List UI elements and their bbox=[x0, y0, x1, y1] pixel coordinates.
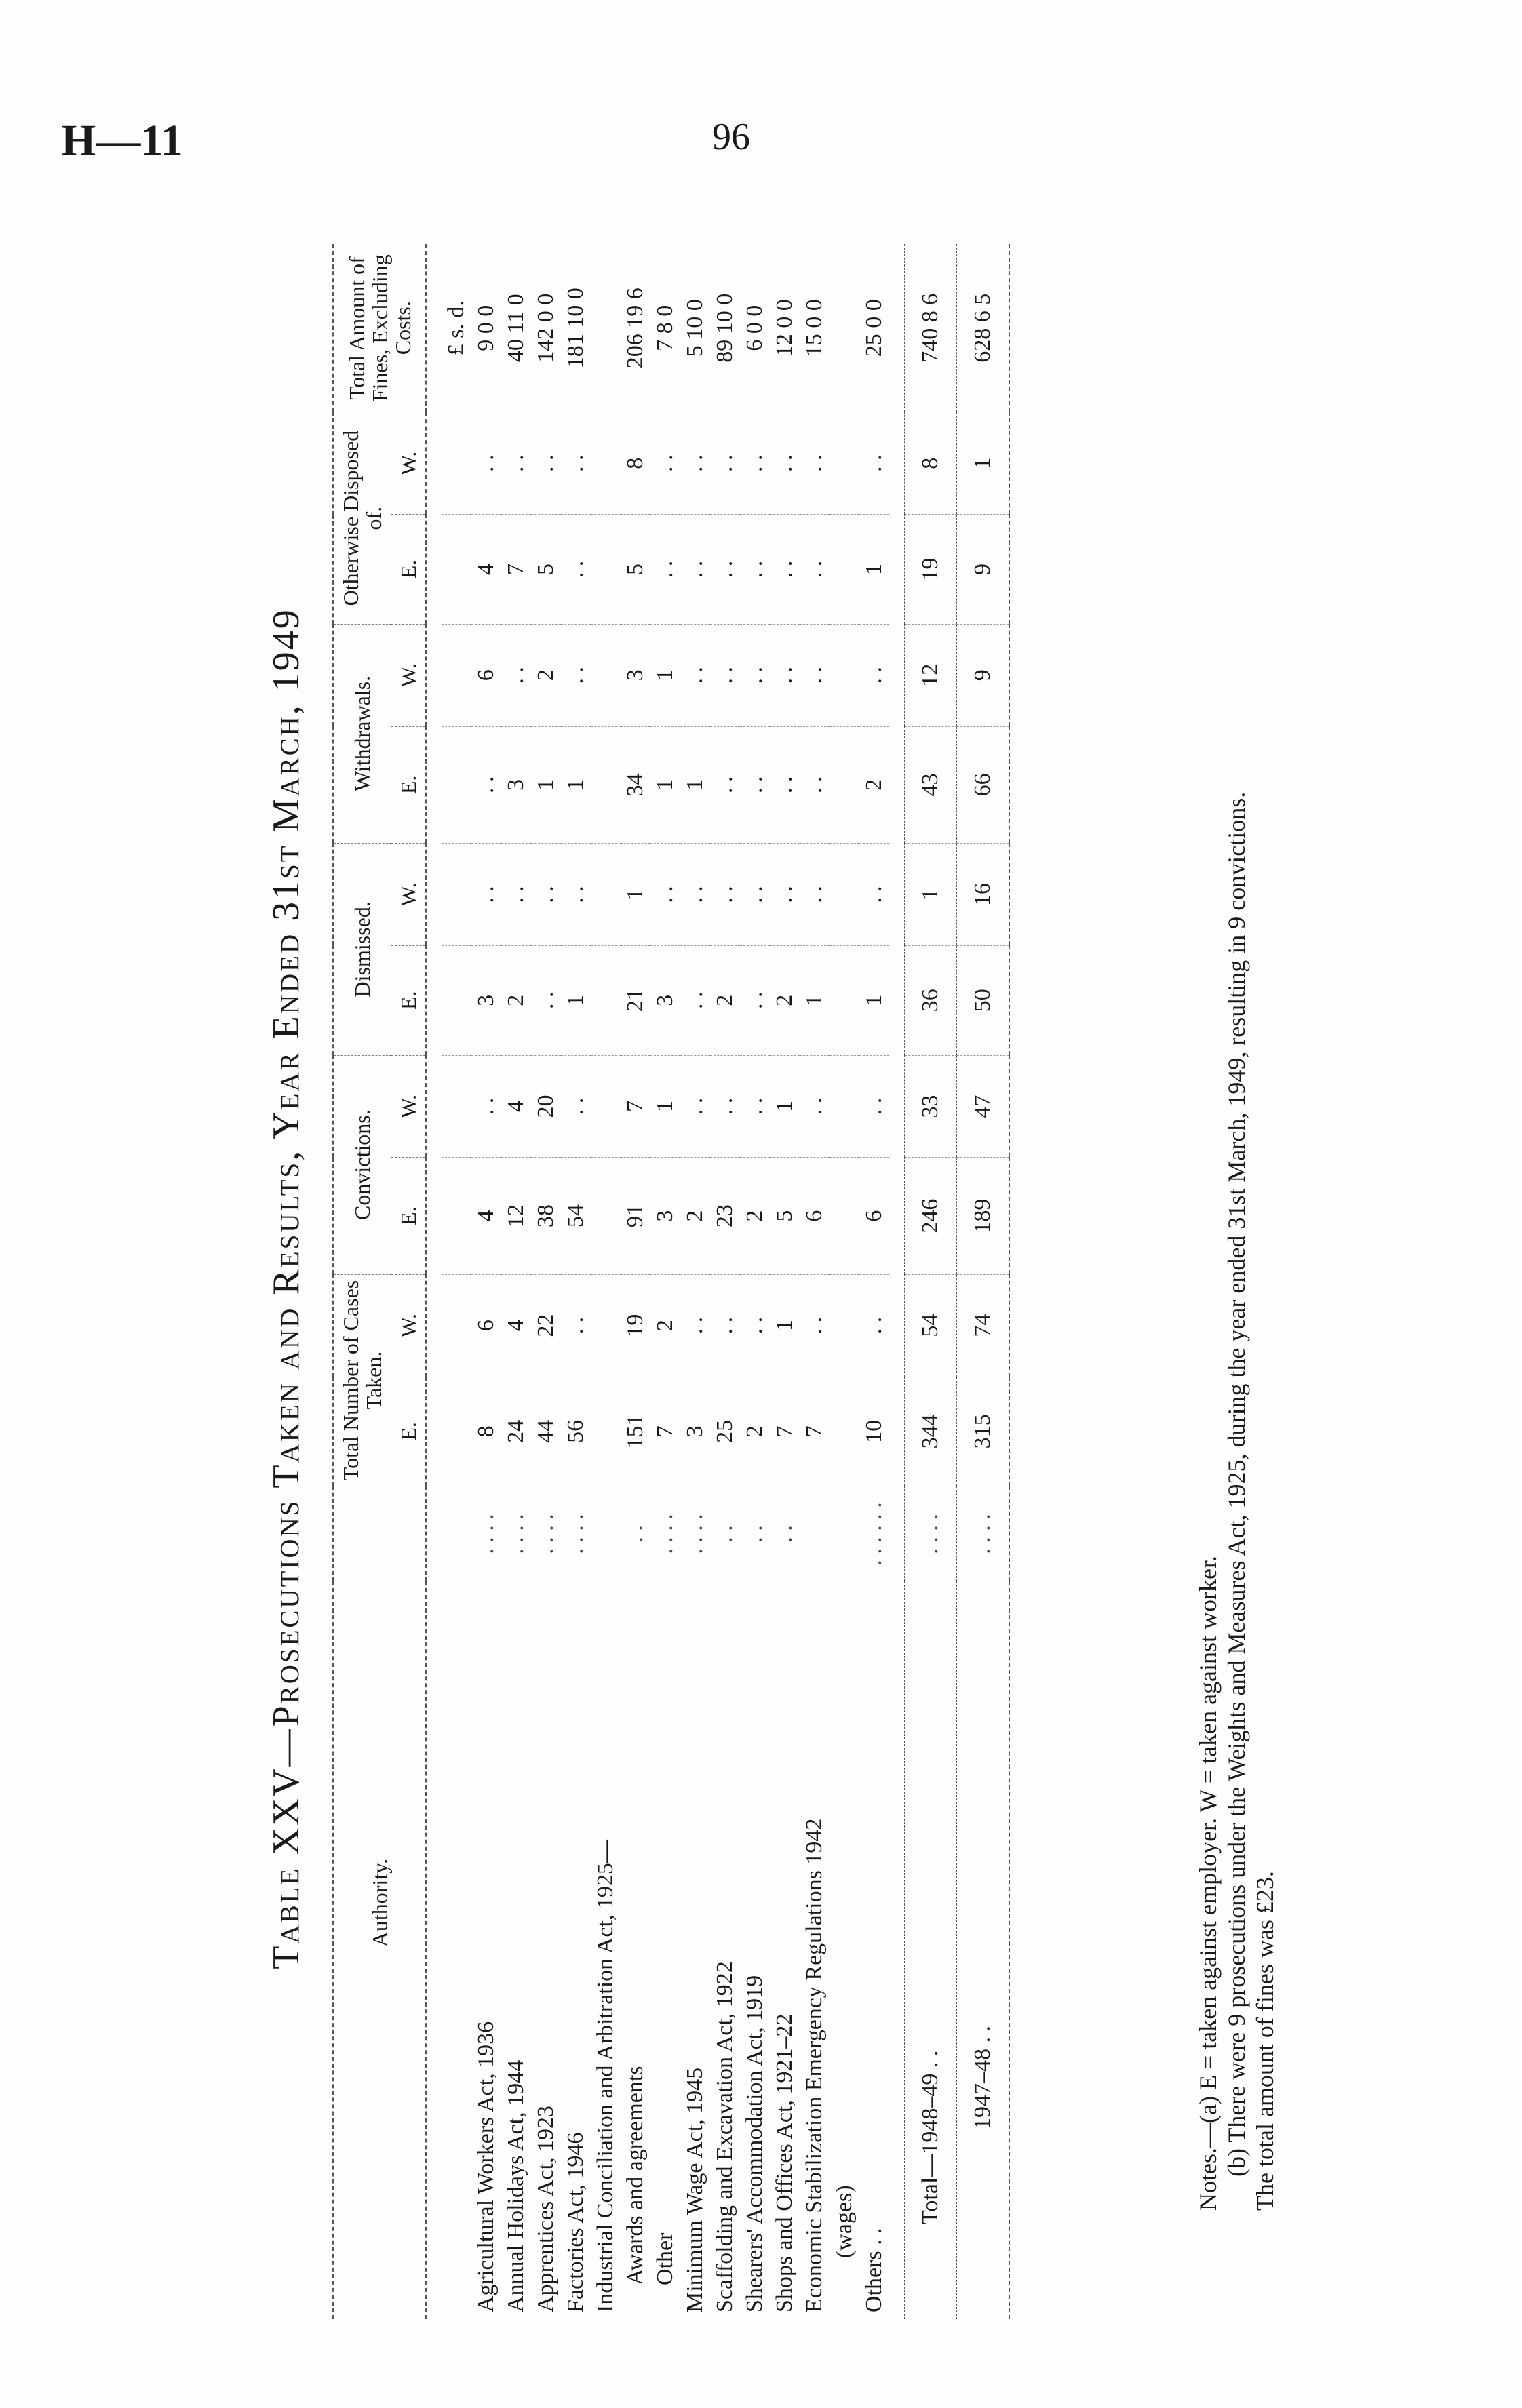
leader-dots: . . . . bbox=[652, 1514, 678, 1554]
count-cell: 21 bbox=[621, 945, 650, 1055]
count-cell: 2 bbox=[740, 1377, 770, 1486]
count-cell: . . bbox=[859, 1055, 889, 1158]
count-cell: 24 bbox=[501, 1377, 531, 1486]
leader-dots: . . . . bbox=[473, 1514, 499, 1554]
count-cell: 25 bbox=[710, 1377, 740, 1486]
count-cell: 1 bbox=[800, 945, 830, 1055]
count-cell: . . bbox=[561, 412, 591, 515]
count-cell: 2 bbox=[680, 1158, 710, 1274]
count-cell bbox=[830, 1055, 859, 1158]
header-w: W. bbox=[391, 624, 427, 726]
count-cell: . . bbox=[680, 1055, 710, 1158]
count-cell: 1 bbox=[680, 726, 710, 843]
count-cell: . . bbox=[680, 624, 710, 726]
count-cell: . . bbox=[800, 624, 830, 726]
count-cell: . . bbox=[531, 844, 561, 946]
table-row bbox=[531, 244, 561, 2319]
table-row bbox=[859, 244, 889, 2319]
count-cell bbox=[591, 945, 621, 1055]
fines-cell: 206 19 6 bbox=[621, 244, 650, 412]
header-convictions: Convictions. bbox=[333, 1055, 391, 1274]
table-row bbox=[621, 244, 650, 2319]
leader-dots: . . . . bbox=[957, 1486, 1010, 1581]
leader-dots: . . . . . . bbox=[861, 1502, 886, 1566]
fines-cell: 25 0 0 bbox=[859, 244, 889, 412]
count-cell: 91 bbox=[621, 1158, 650, 1274]
count-cell: 1 bbox=[561, 945, 591, 1055]
count-cell: . . bbox=[859, 844, 889, 946]
count-cell bbox=[830, 1377, 859, 1486]
authority-label: (wages) bbox=[832, 2185, 857, 2258]
note-b: (b) There were 9 prosecutions under the Weights and Measures Act, 1925, during the year ended 31st March, 1949, resulting in 9 convictions. bbox=[1223, 791, 1250, 2177]
count-cell: . . bbox=[710, 515, 740, 625]
count-cell: 56 bbox=[561, 1377, 591, 1486]
header-authority: Authority. bbox=[333, 1486, 426, 2319]
count-cell: 2 bbox=[710, 945, 740, 1055]
count-cell: . . bbox=[471, 844, 501, 946]
authority-label: Factories Act, 1946 bbox=[563, 2132, 588, 2312]
count-cell: 54 bbox=[561, 1158, 591, 1274]
table-row bbox=[710, 244, 740, 2319]
count-cell bbox=[591, 1055, 621, 1158]
count-cell: . . bbox=[471, 412, 501, 515]
count-cell: 2 bbox=[501, 945, 531, 1055]
fines-cell: 181 10 0 bbox=[561, 244, 591, 412]
table-row bbox=[561, 244, 591, 2319]
note-a: Notes.—(a) E = taken against employer. W = taken against worker. bbox=[1194, 1555, 1222, 2211]
count-cell: 315 bbox=[957, 1377, 1010, 1486]
count-cell: . . bbox=[561, 624, 591, 726]
count-cell: 2 bbox=[531, 624, 561, 726]
authority-label: Others . . bbox=[861, 2228, 886, 2312]
count-cell: 2 bbox=[859, 726, 889, 843]
count-cell bbox=[591, 1158, 621, 1274]
count-cell: 3 bbox=[621, 624, 650, 726]
count-cell: . . bbox=[859, 412, 889, 515]
count-cell: 344 bbox=[905, 1377, 957, 1486]
count-cell: . . bbox=[770, 412, 800, 515]
header-withdrawals: Withdrawals. bbox=[333, 624, 391, 843]
count-cell: 1 bbox=[859, 945, 889, 1055]
count-cell: 66 bbox=[957, 726, 1010, 843]
authority-label: Agricultural Workers Act, 1936 bbox=[473, 2021, 499, 2312]
count-cell: 5 bbox=[531, 515, 561, 625]
leader-dots: . . bbox=[623, 1525, 648, 1543]
authority-label: Annual Holidays Act, 1944 bbox=[503, 2059, 528, 2312]
count-cell: 6 bbox=[471, 1274, 501, 1377]
count-cell: . . bbox=[770, 844, 800, 946]
units-row bbox=[442, 244, 471, 2319]
count-cell: 16 bbox=[957, 844, 1010, 946]
authority-label: Shearers' Accommodation Act, 1919 bbox=[742, 1975, 767, 2312]
table-row bbox=[591, 244, 621, 2319]
count-cell: 7 bbox=[501, 515, 531, 625]
count-cell: . . bbox=[710, 624, 740, 726]
table-row bbox=[501, 244, 531, 2319]
header-e: E. bbox=[391, 515, 427, 625]
table-title: Table XXV—Prosecutions Taken and Results, Year Ended 31st March, 1949 bbox=[265, 608, 307, 1969]
header-otherwise: Otherwise Disposed of. bbox=[333, 412, 391, 624]
count-cell: 20 bbox=[531, 1055, 561, 1158]
table-row bbox=[905, 244, 957, 2319]
count-cell: 43 bbox=[905, 726, 957, 843]
count-cell: . . bbox=[501, 844, 531, 946]
header-dismissed: Dismissed. bbox=[333, 844, 391, 1055]
count-cell: 7 bbox=[650, 1377, 680, 1486]
header-w: W. bbox=[391, 844, 427, 946]
table-row bbox=[680, 244, 710, 2319]
count-cell: 151 bbox=[621, 1377, 650, 1486]
header-w: W. bbox=[391, 1055, 427, 1158]
count-cell: 2 bbox=[650, 1274, 680, 1377]
authority-label: Shops and Offices Act, 1921–22 bbox=[772, 2013, 797, 2312]
fines-cell bbox=[591, 244, 621, 412]
count-cell: 6 bbox=[859, 1158, 889, 1274]
count-cell bbox=[591, 1274, 621, 1377]
count-cell: . . bbox=[740, 1055, 770, 1158]
count-cell: 19 bbox=[621, 1274, 650, 1377]
prosecutions-table bbox=[332, 244, 1010, 2319]
count-cell: 2 bbox=[740, 1158, 770, 1274]
fines-cell: 12 0 0 bbox=[770, 244, 800, 412]
leader-dots: . . . . bbox=[533, 1514, 558, 1554]
count-cell: 246 bbox=[905, 1158, 957, 1274]
count-cell: 1 bbox=[531, 726, 561, 843]
fines-cell: 142 0 0 bbox=[531, 244, 561, 412]
count-cell: 34 bbox=[621, 726, 650, 843]
table-row bbox=[830, 244, 859, 2319]
count-cell: 8 bbox=[905, 412, 957, 515]
fines-cell: 15 0 0 bbox=[800, 244, 830, 412]
count-cell bbox=[591, 624, 621, 726]
leader-dots: . . bbox=[712, 1525, 737, 1543]
count-cell: 4 bbox=[501, 1274, 531, 1377]
authority-label: Industrial Conciliation and Arbitration Act, 1925— bbox=[593, 1840, 618, 2312]
count-cell: . . bbox=[859, 624, 889, 726]
page-header bbox=[61, 115, 780, 176]
count-cell bbox=[830, 1274, 859, 1377]
count-cell: . . bbox=[561, 1055, 591, 1158]
count-cell: . . bbox=[859, 1274, 889, 1377]
count-cell: 12 bbox=[905, 624, 957, 726]
count-cell: 3 bbox=[650, 945, 680, 1055]
count-cell: 4 bbox=[471, 515, 501, 625]
currency-units: £ s. d. bbox=[442, 244, 471, 412]
header-e: E. bbox=[391, 1158, 427, 1274]
count-cell: . . bbox=[710, 1274, 740, 1377]
count-cell: . . bbox=[501, 412, 531, 515]
authority-label: Total—1948–49 . . bbox=[905, 1581, 957, 2319]
count-cell bbox=[591, 515, 621, 625]
count-cell: . . bbox=[740, 945, 770, 1055]
count-cell: 50 bbox=[957, 945, 1010, 1055]
count-cell: 8 bbox=[471, 1377, 501, 1486]
count-cell: . . bbox=[740, 412, 770, 515]
count-cell bbox=[591, 1377, 621, 1486]
count-cell: 4 bbox=[501, 1055, 531, 1158]
leader-dots: . . . . bbox=[682, 1514, 707, 1554]
leader-dots: . . . . bbox=[563, 1514, 588, 1554]
header-e: E. bbox=[391, 1377, 427, 1486]
count-cell: 54 bbox=[905, 1274, 957, 1377]
table-row bbox=[800, 244, 830, 2319]
table-body bbox=[426, 244, 1009, 2319]
count-cell: . . bbox=[680, 412, 710, 515]
count-cell bbox=[830, 412, 859, 515]
count-cell: 5 bbox=[621, 515, 650, 625]
count-cell: . . bbox=[650, 844, 680, 946]
page-number: 96 bbox=[712, 116, 750, 158]
authority-label: Minimum Wage Act, 1945 bbox=[682, 2067, 707, 2312]
count-cell: . . bbox=[650, 515, 680, 625]
count-cell: 9 bbox=[957, 515, 1010, 625]
header-fines: Total Amount of Fines, Excluding Costs. bbox=[333, 244, 426, 412]
count-cell: . . bbox=[770, 515, 800, 625]
table-row bbox=[471, 244, 501, 2319]
count-cell: 33 bbox=[905, 1055, 957, 1158]
count-cell: 22 bbox=[531, 1274, 561, 1377]
count-cell bbox=[830, 515, 859, 625]
count-cell: 3 bbox=[650, 1158, 680, 1274]
count-cell: . . bbox=[710, 412, 740, 515]
count-cell: 1 bbox=[770, 1055, 800, 1158]
note-total: The total amount of fines was £23. bbox=[1251, 1871, 1279, 2211]
count-cell: . . bbox=[800, 844, 830, 946]
count-cell: . . bbox=[561, 1274, 591, 1377]
header-e: E. bbox=[391, 945, 427, 1055]
authority-label: Other bbox=[652, 2232, 678, 2285]
count-cell: . . bbox=[471, 1055, 501, 1158]
authority-label: Scaffolding and Excavation Act, 1922 bbox=[712, 1961, 737, 2312]
fines-cell: 7 8 0 bbox=[650, 244, 680, 412]
count-cell: 4 bbox=[471, 1158, 501, 1274]
authority-label: 1947–48 . . bbox=[957, 1581, 1010, 2319]
leader-dots: . . . . bbox=[905, 1486, 957, 1581]
fines-cell: 740 8 6 bbox=[905, 244, 957, 412]
count-cell: 7 bbox=[621, 1055, 650, 1158]
count-cell: . . bbox=[531, 945, 561, 1055]
leader-dots: . . bbox=[772, 1525, 797, 1543]
count-cell: . . bbox=[800, 412, 830, 515]
count-cell: 38 bbox=[531, 1158, 561, 1274]
count-cell: 74 bbox=[957, 1274, 1010, 1377]
count-cell: . . bbox=[800, 515, 830, 625]
count-cell: . . bbox=[680, 844, 710, 946]
count-cell: . . bbox=[680, 1274, 710, 1377]
count-cell bbox=[591, 412, 621, 515]
header-w: W. bbox=[391, 412, 427, 515]
count-cell: . . bbox=[740, 726, 770, 843]
count-cell bbox=[830, 844, 859, 946]
leader-dots: . . bbox=[742, 1525, 767, 1543]
count-cell: . . bbox=[770, 624, 800, 726]
header-w: W. bbox=[391, 1274, 427, 1377]
authority-label: Awards and agreements bbox=[623, 2066, 648, 2285]
count-cell: . . bbox=[740, 1274, 770, 1377]
count-cell: . . bbox=[740, 624, 770, 726]
count-cell: . . bbox=[710, 844, 740, 946]
header-e: E. bbox=[391, 726, 427, 843]
count-cell: 2 bbox=[770, 945, 800, 1055]
count-cell: 7 bbox=[800, 1377, 830, 1486]
count-cell: . . bbox=[800, 1055, 830, 1158]
count-cell: . . bbox=[561, 844, 591, 946]
count-cell: 36 bbox=[905, 945, 957, 1055]
fines-cell: 9 0 0 bbox=[471, 244, 501, 412]
fines-cell: 89 10 0 bbox=[710, 244, 740, 412]
count-cell: . . bbox=[680, 515, 710, 625]
count-cell: 189 bbox=[957, 1158, 1010, 1274]
count-cell: . . bbox=[740, 844, 770, 946]
count-cell: . . bbox=[800, 1274, 830, 1377]
header-total-cases: Total Number of Cases Taken. bbox=[333, 1274, 391, 1486]
fines-cell: 6 0 0 bbox=[740, 244, 770, 412]
count-cell bbox=[830, 726, 859, 843]
count-cell: 19 bbox=[905, 515, 957, 625]
rotated-table-block bbox=[265, 231, 1295, 2346]
count-cell bbox=[591, 844, 621, 946]
count-cell: 1 bbox=[561, 726, 591, 843]
count-cell: . . bbox=[650, 412, 680, 515]
count-cell: . . bbox=[501, 624, 531, 726]
count-cell: 47 bbox=[957, 1055, 1010, 1158]
count-cell: . . bbox=[800, 726, 830, 843]
document-reference: H—11 bbox=[61, 116, 183, 165]
fines-cell: 5 10 0 bbox=[680, 244, 710, 412]
fines-cell: 628 6 5 bbox=[957, 244, 1010, 412]
table-row bbox=[770, 244, 800, 2319]
count-cell: 3 bbox=[680, 1377, 710, 1486]
count-cell: 1 bbox=[650, 624, 680, 726]
count-cell: 6 bbox=[800, 1158, 830, 1274]
count-cell: . . bbox=[680, 945, 710, 1055]
count-cell: 3 bbox=[471, 945, 501, 1055]
leader-dots: . . . . bbox=[503, 1514, 528, 1554]
count-cell: 3 bbox=[501, 726, 531, 843]
table-row bbox=[650, 244, 680, 2319]
count-cell: 7 bbox=[770, 1377, 800, 1486]
count-cell: . . bbox=[561, 515, 591, 625]
fines-cell: 40 11 0 bbox=[501, 244, 531, 412]
table-notes bbox=[1194, 312, 1279, 2211]
leader-dots bbox=[800, 1486, 830, 1581]
count-cell: 1 bbox=[650, 1055, 680, 1158]
count-cell bbox=[830, 624, 859, 726]
count-cell: . . bbox=[471, 726, 501, 843]
count-cell: 1 bbox=[859, 515, 889, 625]
count-cell bbox=[830, 945, 859, 1055]
count-cell: . . bbox=[710, 1055, 740, 1158]
authority-label: Economic Stabilization Emergency Regulations 1942 bbox=[802, 1818, 827, 2312]
count-cell: 6 bbox=[471, 624, 501, 726]
count-cell: . . bbox=[770, 726, 800, 843]
count-cell: 1 bbox=[650, 726, 680, 843]
count-cell: . . bbox=[740, 515, 770, 625]
count-cell: 5 bbox=[770, 1158, 800, 1274]
count-cell: 10 bbox=[859, 1377, 889, 1486]
count-cell: 1 bbox=[621, 844, 650, 946]
count-cell: 1 bbox=[770, 1274, 800, 1377]
count-cell: 8 bbox=[621, 412, 650, 515]
fines-cell bbox=[830, 244, 859, 412]
authority-label: Apprentices Act, 1923 bbox=[533, 2106, 558, 2312]
count-cell: . . bbox=[531, 412, 561, 515]
count-cell: 1 bbox=[905, 844, 957, 946]
table-row bbox=[957, 244, 1010, 2319]
count-cell bbox=[830, 1158, 859, 1274]
count-cell: . . bbox=[710, 726, 740, 843]
table-row bbox=[740, 244, 770, 2319]
count-cell: 44 bbox=[531, 1377, 561, 1486]
count-cell: 12 bbox=[501, 1158, 531, 1274]
count-cell: 23 bbox=[710, 1158, 740, 1274]
count-cell: 1 bbox=[957, 412, 1010, 515]
count-cell: 9 bbox=[957, 624, 1010, 726]
count-cell bbox=[591, 726, 621, 843]
